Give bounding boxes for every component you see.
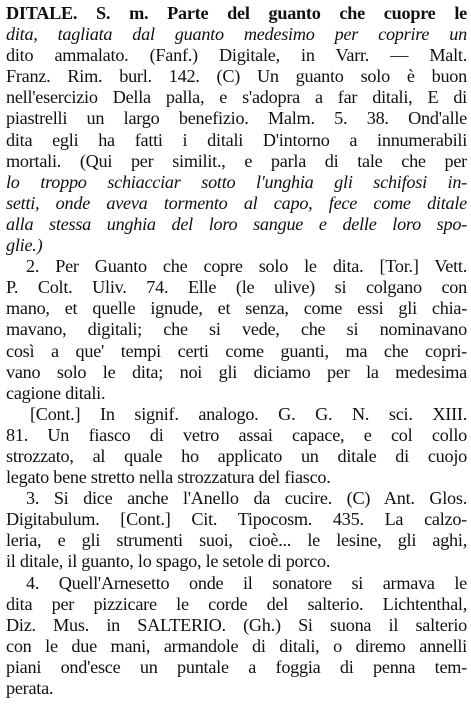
text-line: [Cont.] In signif. analogo. G. G. N. sci. XIII. (30, 403, 467, 424)
text-line: legato bene stretto nella strozzatura del fiasco. (6, 467, 331, 488)
text-line: Digitabulum. [Cont.] Cit. Tipocosm. 435. La calzo- (6, 509, 467, 530)
text-line: DITALE. S. m. Parte del guanto che cuopre le (6, 3, 467, 23)
text-line: il ditale, il guanto, lo spago, le setole di porco. (6, 551, 331, 572)
text-line: piastrelli un largo benefizio. Malm. 5. 38. Ond'alle (6, 108, 467, 129)
text-line: mortali. (Qui per similit., e parla di tale che per (6, 150, 467, 171)
text-line: leria, e gli strumenti suoi, cioè... le lesine, gli aghi, (6, 530, 467, 551)
text-line: con le due mani, armandole di ditali, o diremo annelli (6, 635, 467, 656)
text-line: setti, onde aveva tormento al capo, fece come ditale (6, 192, 467, 213)
text-line: 2. Per Guanto che copre solo le dita. [Tor.] Vett. (26, 256, 467, 277)
text-line: perata. (6, 678, 54, 698)
text-line: così a que' tempi certi come guanti, ma che copri- (6, 340, 467, 361)
text-line: lo troppo schiacciar sotto l'unghia gli schifosi in- (6, 171, 467, 192)
text-line: Franz. Rim. burl. 142. (C) Un guanto solo è buon (6, 66, 467, 87)
text-line: alla stessa unghia del loro sangue e delle loro spo- (6, 213, 467, 234)
text-line: 3. Si dice anche l'Anello da cucire. (C) Ant. Glos. (26, 488, 467, 509)
text-line: 4. Quell'Arnesetto onde il sonatore si armava le (26, 572, 467, 593)
text-line: Diz. Mus. in SALTERIO. (Gh.) Si suona il salterio (6, 614, 467, 635)
text-line: P. Colt. Uliv. 74. Elle (le ulive) si colgano con (6, 277, 467, 298)
text-line: dito ammalato. (Fanf.) Digitale, in Varr. — Malt. (6, 45, 467, 66)
text-line: mavano, digitali; che si vede, che si nominavano (6, 319, 467, 340)
text-line: piani ond'esce un puntale a foggia di penna tem- (6, 656, 467, 677)
text-line: mano, et quelle ignude, et senza, come essi gli chia- (6, 298, 467, 319)
text-line: glie.) (6, 235, 43, 256)
text-line: dita per pizzicare le corde del salterio. Lichtenthal, (6, 593, 467, 614)
text-line: vano solo le dita; noi gli diciamo per la medesima (6, 361, 467, 382)
text-line: 81. Un fiasco di vetro assai capace, e col collo (6, 424, 467, 445)
text-line: dita egli ha fatti i ditali D'intorno a innumerabili (6, 129, 467, 150)
text-line: nell'esercizio Della palla, e s'adopra a far ditali, E di (6, 87, 467, 108)
text-line: dita, tagliata dal guanto medesimo per coprire un (6, 24, 467, 45)
text-line: cagione ditali. (6, 382, 106, 403)
text-line: strozzato, al quale ho applicato un ditale di cuojo (6, 445, 467, 466)
